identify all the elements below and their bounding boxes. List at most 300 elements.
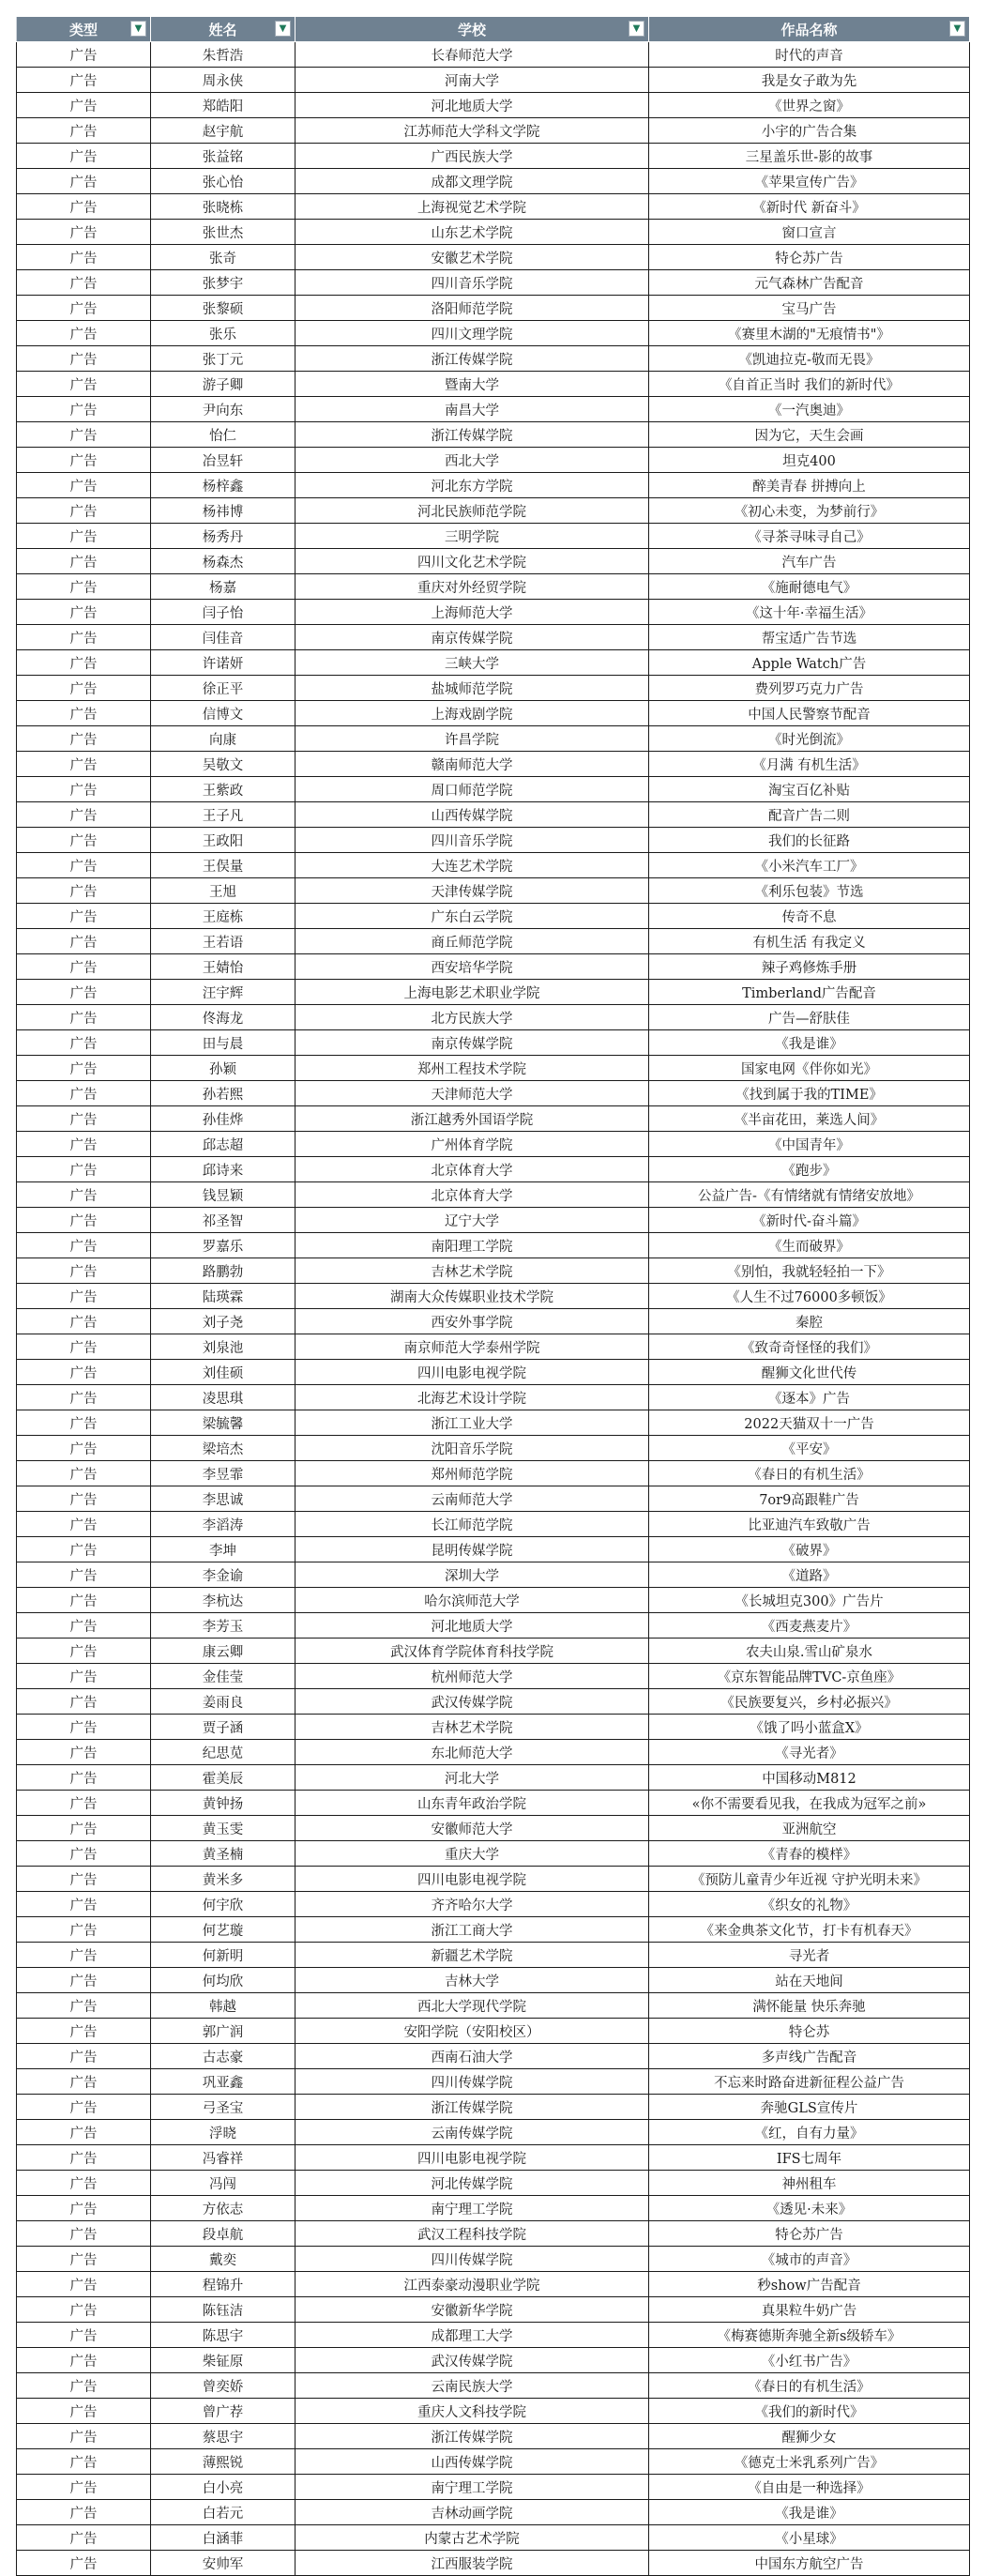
cell-work[interactable]: 《饿了吗小蓝盒X》 bbox=[649, 1715, 970, 1740]
cell-school[interactable]: 吉林动画学院 bbox=[296, 2500, 649, 2525]
cell-work[interactable]: 窗口宣言 bbox=[649, 220, 970, 245]
cell-type[interactable]: 广告 bbox=[17, 93, 151, 118]
cell-type[interactable]: 广告 bbox=[17, 1715, 151, 1740]
cell-school[interactable]: 成都文理学院 bbox=[296, 169, 649, 194]
cell-school[interactable]: 河北地质大学 bbox=[296, 1613, 649, 1639]
cell-name[interactable]: 张丁元 bbox=[151, 346, 296, 372]
cell-name[interactable]: 杨秀丹 bbox=[151, 524, 296, 549]
cell-school[interactable]: 重庆对外经贸学院 bbox=[296, 574, 649, 600]
cell-work[interactable]: Timberland广告配音 bbox=[649, 980, 970, 1005]
cell-school[interactable]: 广东白云学院 bbox=[296, 904, 649, 929]
cell-name[interactable]: 朱哲浩 bbox=[151, 42, 296, 68]
cell-name[interactable]: 张乐 bbox=[151, 321, 296, 346]
cell-school[interactable]: 安徽新华学院 bbox=[296, 2297, 649, 2323]
cell-work[interactable]: 辣子鸡修炼手册 bbox=[649, 954, 970, 980]
cell-school[interactable]: 广州体育学院 bbox=[296, 1132, 649, 1157]
cell-name[interactable]: 李昱霏 bbox=[151, 1461, 296, 1486]
cell-type[interactable]: 广告 bbox=[17, 194, 151, 220]
cell-name[interactable]: 王俣量 bbox=[151, 853, 296, 878]
cell-school[interactable]: 四川音乐学院 bbox=[296, 270, 649, 296]
cell-name[interactable]: 李思诚 bbox=[151, 1486, 296, 1512]
cell-type[interactable]: 广告 bbox=[17, 2525, 151, 2551]
cell-type[interactable]: 广告 bbox=[17, 144, 151, 169]
cell-school[interactable]: 湖南大众传媒职业技术学院 bbox=[296, 1284, 649, 1309]
cell-name[interactable]: 梁培杰 bbox=[151, 1436, 296, 1461]
cell-name[interactable]: 白小亮 bbox=[151, 2475, 296, 2500]
cell-type[interactable]: 广告 bbox=[17, 42, 151, 68]
cell-type[interactable]: 广告 bbox=[17, 1892, 151, 1917]
cell-type[interactable]: 广告 bbox=[17, 802, 151, 828]
cell-school[interactable]: 上海师范大学 bbox=[296, 600, 649, 625]
cell-type[interactable]: 广告 bbox=[17, 1106, 151, 1132]
cell-type[interactable]: 广告 bbox=[17, 1410, 151, 1436]
cell-school[interactable]: 北京体育大学 bbox=[296, 1157, 649, 1182]
cell-school[interactable]: 南昌大学 bbox=[296, 397, 649, 422]
cell-school[interactable]: 北方民族大学 bbox=[296, 1005, 649, 1030]
cell-work[interactable]: 《跑步》 bbox=[649, 1157, 970, 1182]
cell-work[interactable]: 《梅赛德斯奔驰全新s级轿车》 bbox=[649, 2323, 970, 2348]
cell-name[interactable]: 方依志 bbox=[151, 2196, 296, 2221]
cell-type[interactable]: 广告 bbox=[17, 448, 151, 473]
cell-name[interactable]: 纪思苋 bbox=[151, 1740, 296, 1765]
cell-school[interactable]: 昆明传媒学院 bbox=[296, 1537, 649, 1562]
header-type[interactable] bbox=[17, 17, 151, 42]
cell-work[interactable]: 《民族要复兴，乡村必振兴》 bbox=[649, 1689, 970, 1715]
cell-school[interactable]: 深圳大学 bbox=[296, 1562, 649, 1588]
cell-type[interactable]: 广告 bbox=[17, 1309, 151, 1334]
cell-work[interactable]: 《西麦燕麦片》 bbox=[649, 1613, 970, 1639]
cell-name[interactable]: 祁圣智 bbox=[151, 1208, 296, 1233]
cell-school[interactable]: 江西服装学院 bbox=[296, 2551, 649, 2576]
cell-name[interactable]: 吴敬文 bbox=[151, 752, 296, 777]
cell-name[interactable]: 李杭达 bbox=[151, 1588, 296, 1613]
cell-type[interactable]: 广告 bbox=[17, 2500, 151, 2525]
cell-type[interactable]: 广告 bbox=[17, 1461, 151, 1486]
cell-work[interactable]: 《致奇奇怪怪的我们》 bbox=[649, 1334, 970, 1360]
cell-school[interactable]: 南京传媒学院 bbox=[296, 625, 649, 650]
cell-school[interactable]: 吉林艺术学院 bbox=[296, 1258, 649, 1284]
cell-type[interactable]: 广告 bbox=[17, 397, 151, 422]
cell-type[interactable]: 广告 bbox=[17, 828, 151, 853]
cell-type[interactable]: 广告 bbox=[17, 1816, 151, 1841]
cell-type[interactable]: 广告 bbox=[17, 1841, 151, 1867]
cell-type[interactable]: 广告 bbox=[17, 625, 151, 650]
cell-work[interactable]: 《一汽奥迪》 bbox=[649, 397, 970, 422]
cell-work[interactable]: 《半亩花田，莱选人间》 bbox=[649, 1106, 970, 1132]
cell-school[interactable]: 齐齐哈尔大学 bbox=[296, 1892, 649, 1917]
cell-school[interactable]: 四川文理学院 bbox=[296, 321, 649, 346]
cell-work[interactable]: 特仑苏广告 bbox=[649, 245, 970, 270]
cell-work[interactable]: 中国移动M812 bbox=[649, 1765, 970, 1791]
cell-work[interactable]: 帮宝适广告节选 bbox=[649, 625, 970, 650]
cell-type[interactable]: 广告 bbox=[17, 1132, 151, 1157]
cell-work[interactable]: 醒狮少女 bbox=[649, 2424, 970, 2449]
cell-type[interactable]: 广告 bbox=[17, 245, 151, 270]
cell-school[interactable]: 江西泰豪动漫职业学院 bbox=[296, 2272, 649, 2297]
cell-school[interactable]: 浙江传媒学院 bbox=[296, 2424, 649, 2449]
cell-name[interactable]: 王庭栋 bbox=[151, 904, 296, 929]
cell-work[interactable]: 《自由是一种选择》 bbox=[649, 2475, 970, 2500]
cell-name[interactable]: 李坤 bbox=[151, 1537, 296, 1562]
cell-type[interactable]: 广告 bbox=[17, 2044, 151, 2069]
cell-name[interactable]: 杨祎博 bbox=[151, 498, 296, 524]
cell-type[interactable]: 广告 bbox=[17, 220, 151, 245]
cell-work[interactable]: 《春日的有机生活》 bbox=[649, 2373, 970, 2399]
cell-work[interactable]: 《透见·未来》 bbox=[649, 2196, 970, 2221]
cell-work[interactable]: 《世界之窗》 bbox=[649, 93, 970, 118]
cell-work[interactable]: 《月满 有机生活》 bbox=[649, 752, 970, 777]
cell-type[interactable]: 广告 bbox=[17, 1360, 151, 1385]
cell-work[interactable]: 《城市的声音》 bbox=[649, 2247, 970, 2272]
cell-school[interactable]: 上海戏剧学院 bbox=[296, 701, 649, 726]
cell-type[interactable]: 广告 bbox=[17, 1486, 151, 1512]
cell-work[interactable]: 宝马广告 bbox=[649, 296, 970, 321]
cell-work[interactable]: 有机生活 有我定义 bbox=[649, 929, 970, 954]
cell-school[interactable]: 北京体育大学 bbox=[296, 1182, 649, 1208]
cell-school[interactable]: 武汉传媒学院 bbox=[296, 2348, 649, 2373]
cell-school[interactable]: 浙江越秀外国语学院 bbox=[296, 1106, 649, 1132]
cell-type[interactable]: 广告 bbox=[17, 1993, 151, 2019]
cell-type[interactable]: 广告 bbox=[17, 701, 151, 726]
cell-name[interactable]: 张梦宇 bbox=[151, 270, 296, 296]
cell-type[interactable]: 广告 bbox=[17, 1917, 151, 1943]
cell-work[interactable]: 醒狮文化世代传 bbox=[649, 1360, 970, 1385]
cell-name[interactable]: 信博文 bbox=[151, 701, 296, 726]
cell-name[interactable]: 何宇欣 bbox=[151, 1892, 296, 1917]
filter-dropdown-icon[interactable]: ▼ bbox=[629, 21, 644, 37]
cell-type[interactable]: 广告 bbox=[17, 1943, 151, 1968]
cell-type[interactable]: 广告 bbox=[17, 2095, 151, 2120]
cell-name[interactable]: 赵宇航 bbox=[151, 118, 296, 144]
cell-type[interactable]: 广告 bbox=[17, 2323, 151, 2348]
cell-type[interactable]: 广告 bbox=[17, 2373, 151, 2399]
cell-school[interactable]: 山西传媒学院 bbox=[296, 2449, 649, 2475]
cell-work[interactable]: 《寻茶寻味寻自己》 bbox=[649, 524, 970, 549]
cell-type[interactable]: 广告 bbox=[17, 2019, 151, 2044]
cell-type[interactable]: 广告 bbox=[17, 574, 151, 600]
cell-name[interactable]: 张心怡 bbox=[151, 169, 296, 194]
cell-school[interactable]: 河北大学 bbox=[296, 1765, 649, 1791]
cell-type[interactable]: 广告 bbox=[17, 777, 151, 802]
cell-school[interactable]: 辽宁大学 bbox=[296, 1208, 649, 1233]
cell-school[interactable]: 山西传媒学院 bbox=[296, 802, 649, 828]
cell-school[interactable]: 武汉工程科技学院 bbox=[296, 2221, 649, 2247]
cell-type[interactable]: 广告 bbox=[17, 296, 151, 321]
cell-name[interactable]: 刘佳硕 bbox=[151, 1360, 296, 1385]
cell-school[interactable]: 郑州师范学院 bbox=[296, 1461, 649, 1486]
cell-name[interactable]: 张黎硕 bbox=[151, 296, 296, 321]
cell-type[interactable]: 广告 bbox=[17, 321, 151, 346]
cell-work[interactable]: 7or9高跟鞋广告 bbox=[649, 1486, 970, 1512]
cell-school[interactable]: 南宁理工学院 bbox=[296, 2196, 649, 2221]
cell-name[interactable]: 游子卿 bbox=[151, 372, 296, 397]
cell-type[interactable]: 广告 bbox=[17, 1284, 151, 1309]
cell-name[interactable]: 贾子涵 bbox=[151, 1715, 296, 1740]
cell-name[interactable]: 张奇 bbox=[151, 245, 296, 270]
cell-type[interactable]: 广告 bbox=[17, 1689, 151, 1715]
cell-type[interactable]: 广告 bbox=[17, 1081, 151, 1106]
cell-work[interactable]: 《时光倒流》 bbox=[649, 726, 970, 752]
cell-name[interactable]: 王紫政 bbox=[151, 777, 296, 802]
cell-type[interactable]: 广告 bbox=[17, 2196, 151, 2221]
cell-name[interactable]: 何新明 bbox=[151, 1943, 296, 1968]
cell-school[interactable]: 哈尔滨师范大学 bbox=[296, 1588, 649, 1613]
cell-name[interactable]: 尹向东 bbox=[151, 397, 296, 422]
cell-name[interactable]: 杨嘉 bbox=[151, 574, 296, 600]
cell-name[interactable]: 冯睿祥 bbox=[151, 2145, 296, 2171]
cell-type[interactable]: 广告 bbox=[17, 2221, 151, 2247]
cell-work[interactable]: 时代的声音 bbox=[649, 42, 970, 68]
cell-type[interactable]: 广告 bbox=[17, 1791, 151, 1816]
cell-name[interactable]: 王旭 bbox=[151, 878, 296, 904]
cell-type[interactable]: 广告 bbox=[17, 1740, 151, 1765]
cell-name[interactable]: 柴钲原 bbox=[151, 2348, 296, 2373]
cell-work[interactable]: 因为它，天生会画 bbox=[649, 422, 970, 448]
cell-name[interactable]: 郑皓阳 bbox=[151, 93, 296, 118]
cell-type[interactable]: 广告 bbox=[17, 1208, 151, 1233]
cell-school[interactable]: 上海视觉艺术学院 bbox=[296, 194, 649, 220]
cell-name[interactable]: 邱诗来 bbox=[151, 1157, 296, 1182]
cell-school[interactable]: 西北大学现代学院 bbox=[296, 1993, 649, 2019]
cell-work[interactable]: 中国人民警察节配音 bbox=[649, 701, 970, 726]
cell-name[interactable]: 黄圣楠 bbox=[151, 1841, 296, 1867]
cell-type[interactable]: 广告 bbox=[17, 650, 151, 676]
cell-school[interactable]: 新疆艺术学院 bbox=[296, 1943, 649, 1968]
cell-name[interactable]: 陆瑛霖 bbox=[151, 1284, 296, 1309]
cell-type[interactable]: 广告 bbox=[17, 1588, 151, 1613]
cell-name[interactable]: 王婧怡 bbox=[151, 954, 296, 980]
cell-work[interactable]: 《小星球》 bbox=[649, 2525, 970, 2551]
cell-type[interactable]: 广告 bbox=[17, 2069, 151, 2095]
cell-work[interactable]: 比亚迪汽车致敬广告 bbox=[649, 1512, 970, 1537]
cell-school[interactable]: 长江师范学院 bbox=[296, 1512, 649, 1537]
cell-school[interactable]: 四川传媒学院 bbox=[296, 2247, 649, 2272]
cell-name[interactable]: 白若元 bbox=[151, 2500, 296, 2525]
cell-school[interactable]: 河北民族师范学院 bbox=[296, 498, 649, 524]
cell-type[interactable]: 广告 bbox=[17, 118, 151, 144]
cell-name[interactable]: 李金谕 bbox=[151, 1562, 296, 1588]
cell-work[interactable]: 《春日的有机生活》 bbox=[649, 1461, 970, 1486]
cell-type[interactable]: 广告 bbox=[17, 524, 151, 549]
cell-school[interactable]: 郑州工程技术学院 bbox=[296, 1056, 649, 1081]
cell-work[interactable]: 《寻光者》 bbox=[649, 1740, 970, 1765]
cell-work[interactable]: 《逐本》广告 bbox=[649, 1385, 970, 1410]
cell-name[interactable]: 薄熙锐 bbox=[151, 2449, 296, 2475]
cell-name[interactable]: 闫佳音 bbox=[151, 625, 296, 650]
cell-work[interactable]: 秦腔 bbox=[649, 1309, 970, 1334]
cell-name[interactable]: 黄钟扬 bbox=[151, 1791, 296, 1816]
cell-name[interactable]: 程锦升 bbox=[151, 2272, 296, 2297]
cell-type[interactable]: 广告 bbox=[17, 600, 151, 625]
cell-school[interactable]: 大连艺术学院 bbox=[296, 853, 649, 878]
cell-work[interactable]: Apple Watch广告 bbox=[649, 650, 970, 676]
filter-dropdown-icon[interactable]: ▼ bbox=[130, 21, 146, 37]
cell-name[interactable]: 汪宇辉 bbox=[151, 980, 296, 1005]
cell-work[interactable]: 满怀能量 快乐奔驰 bbox=[649, 1993, 970, 2019]
cell-work[interactable]: 农夫山泉.雪山矿泉水 bbox=[649, 1639, 970, 1664]
cell-work[interactable]: 站在天地间 bbox=[649, 1968, 970, 1993]
cell-work[interactable]: 亚洲航空 bbox=[649, 1816, 970, 1841]
cell-type[interactable]: 广告 bbox=[17, 2399, 151, 2424]
header-work[interactable] bbox=[649, 17, 970, 42]
cell-type[interactable]: 广告 bbox=[17, 853, 151, 878]
cell-name[interactable]: 冶昱轩 bbox=[151, 448, 296, 473]
cell-work[interactable]: 2022天猫双十一广告 bbox=[649, 1410, 970, 1436]
cell-school[interactable]: 云南师范大学 bbox=[296, 1486, 649, 1512]
cell-school[interactable]: 洛阳师范学院 bbox=[296, 296, 649, 321]
cell-work[interactable]: 《施耐德电气》 bbox=[649, 574, 970, 600]
cell-name[interactable]: 佟海龙 bbox=[151, 1005, 296, 1030]
cell-type[interactable]: 广告 bbox=[17, 346, 151, 372]
cell-school[interactable]: 云南民族大学 bbox=[296, 2373, 649, 2399]
cell-type[interactable]: 广告 bbox=[17, 2171, 151, 2196]
cell-work[interactable]: 元气森林广告配音 bbox=[649, 270, 970, 296]
cell-work[interactable]: 《人生不过76000多顿饭》 bbox=[649, 1284, 970, 1309]
cell-name[interactable]: 刘子尧 bbox=[151, 1309, 296, 1334]
cell-work[interactable]: 《生而破界》 bbox=[649, 1233, 970, 1258]
cell-work[interactable]: 特仑苏 bbox=[649, 2019, 970, 2044]
cell-school[interactable]: 东北师范大学 bbox=[296, 1740, 649, 1765]
cell-type[interactable]: 广告 bbox=[17, 2449, 151, 2475]
cell-work[interactable]: 《织女的礼物》 bbox=[649, 1892, 970, 1917]
cell-work[interactable]: 传奇不息 bbox=[649, 904, 970, 929]
cell-school[interactable]: 四川文化艺术学院 bbox=[296, 549, 649, 574]
cell-school[interactable]: 云南传媒学院 bbox=[296, 2120, 649, 2145]
cell-school[interactable]: 安徽艺术学院 bbox=[296, 245, 649, 270]
cell-type[interactable]: 广告 bbox=[17, 270, 151, 296]
cell-school[interactable]: 安阳学院（安阳校区） bbox=[296, 2019, 649, 2044]
cell-work[interactable]: 《青春的模样》 bbox=[649, 1841, 970, 1867]
cell-name[interactable]: 何均欣 bbox=[151, 1968, 296, 1993]
cell-school[interactable]: 河北地质大学 bbox=[296, 93, 649, 118]
cell-work[interactable]: 寻光者 bbox=[649, 1943, 970, 1968]
cell-school[interactable]: 山东艺术学院 bbox=[296, 220, 649, 245]
cell-name[interactable]: 张世杰 bbox=[151, 220, 296, 245]
cell-work[interactable]: IFS七周年 bbox=[649, 2145, 970, 2171]
cell-school[interactable]: 浙江传媒学院 bbox=[296, 422, 649, 448]
cell-school[interactable]: 安徽师范大学 bbox=[296, 1816, 649, 1841]
cell-type[interactable]: 广告 bbox=[17, 1639, 151, 1664]
cell-name[interactable]: 张晓栋 bbox=[151, 194, 296, 220]
cell-name[interactable]: 孙颖 bbox=[151, 1056, 296, 1081]
cell-name[interactable]: 许诺妍 bbox=[151, 650, 296, 676]
cell-type[interactable]: 广告 bbox=[17, 2424, 151, 2449]
cell-work[interactable]: 特仑苏广告 bbox=[649, 2221, 970, 2247]
cell-school[interactable]: 浙江传媒学院 bbox=[296, 2095, 649, 2120]
cell-work[interactable]: 《预防儿童青少年近视 守护光明未来》 bbox=[649, 1867, 970, 1892]
cell-work[interactable]: 费列罗巧克力广告 bbox=[649, 676, 970, 701]
cell-school[interactable]: 西安培华学院 bbox=[296, 954, 649, 980]
cell-type[interactable]: 广告 bbox=[17, 1005, 151, 1030]
cell-work[interactable]: 《小米汽车工厂》 bbox=[649, 853, 970, 878]
cell-school[interactable]: 长春师范大学 bbox=[296, 42, 649, 68]
cell-school[interactable]: 四川电影电视学院 bbox=[296, 1360, 649, 1385]
cell-name[interactable]: 黄玉雯 bbox=[151, 1816, 296, 1841]
cell-work[interactable]: 《我们的新时代》 bbox=[649, 2399, 970, 2424]
header-school[interactable] bbox=[296, 17, 649, 42]
cell-work[interactable]: 淘宝百亿补贴 bbox=[649, 777, 970, 802]
cell-name[interactable]: 康云卿 bbox=[151, 1639, 296, 1664]
cell-work[interactable]: 真果粒牛奶广告 bbox=[649, 2297, 970, 2323]
cell-type[interactable]: 广告 bbox=[17, 726, 151, 752]
cell-school[interactable]: 江苏师范大学科文学院 bbox=[296, 118, 649, 144]
cell-type[interactable]: 广告 bbox=[17, 2475, 151, 2500]
cell-type[interactable]: 广告 bbox=[17, 1537, 151, 1562]
cell-school[interactable]: 四川电影电视学院 bbox=[296, 2145, 649, 2171]
cell-type[interactable]: 广告 bbox=[17, 1334, 151, 1360]
cell-school[interactable]: 河南大学 bbox=[296, 68, 649, 93]
cell-work[interactable]: 《这十年·幸福生活》 bbox=[649, 600, 970, 625]
cell-school[interactable]: 南阳理工学院 bbox=[296, 1233, 649, 1258]
cell-type[interactable]: 广告 bbox=[17, 878, 151, 904]
cell-name[interactable]: 陈思宇 bbox=[151, 2323, 296, 2348]
cell-work[interactable]: 《自首正当时 我们的新时代》 bbox=[649, 372, 970, 397]
cell-work[interactable]: 《小红书广告》 bbox=[649, 2348, 970, 2373]
cell-school[interactable]: 浙江工业大学 bbox=[296, 1410, 649, 1436]
cell-school[interactable]: 天津传媒学院 bbox=[296, 878, 649, 904]
cell-school[interactable]: 浙江工商大学 bbox=[296, 1917, 649, 1943]
cell-type[interactable]: 广告 bbox=[17, 2551, 151, 2576]
cell-type[interactable]: 广告 bbox=[17, 1664, 151, 1689]
cell-name[interactable]: 王政阳 bbox=[151, 828, 296, 853]
cell-school[interactable]: 盐城师范学院 bbox=[296, 676, 649, 701]
cell-work[interactable]: 《中国青年》 bbox=[649, 1132, 970, 1157]
cell-name[interactable]: 张益铭 bbox=[151, 144, 296, 169]
cell-school[interactable]: 三峡大学 bbox=[296, 650, 649, 676]
cell-name[interactable]: 王若语 bbox=[151, 929, 296, 954]
cell-name[interactable]: 凌思琪 bbox=[151, 1385, 296, 1410]
cell-name[interactable]: 安帅军 bbox=[151, 2551, 296, 2576]
cell-type[interactable]: 广告 bbox=[17, 1258, 151, 1284]
cell-name[interactable]: 韩越 bbox=[151, 1993, 296, 2019]
cell-work[interactable]: 《长城坦克300》广告片 bbox=[649, 1588, 970, 1613]
cell-school[interactable]: 河北东方学院 bbox=[296, 473, 649, 498]
cell-school[interactable]: 广西民族大学 bbox=[296, 144, 649, 169]
cell-school[interactable]: 杭州师范大学 bbox=[296, 1664, 649, 1689]
cell-type[interactable]: 广告 bbox=[17, 1385, 151, 1410]
cell-name[interactable]: 怡仁 bbox=[151, 422, 296, 448]
cell-type[interactable]: 广告 bbox=[17, 980, 151, 1005]
cell-type[interactable]: 广告 bbox=[17, 2297, 151, 2323]
cell-type[interactable]: 广告 bbox=[17, 1233, 151, 1258]
cell-school[interactable]: 四川传媒学院 bbox=[296, 2069, 649, 2095]
cell-school[interactable]: 成都理工大学 bbox=[296, 2323, 649, 2348]
cell-work[interactable]: 《苹果宣传广告》 bbox=[649, 169, 970, 194]
cell-work[interactable]: 奔驰GLS宣传片 bbox=[649, 2095, 970, 2120]
cell-school[interactable]: 吉林大学 bbox=[296, 1968, 649, 1993]
cell-name[interactable]: 白涵菲 bbox=[151, 2525, 296, 2551]
cell-type[interactable]: 广告 bbox=[17, 2348, 151, 2373]
cell-school[interactable]: 吉林艺术学院 bbox=[296, 1715, 649, 1740]
cell-school[interactable]: 内蒙古艺术学院 bbox=[296, 2525, 649, 2551]
cell-name[interactable]: 郭广润 bbox=[151, 2019, 296, 2044]
cell-work[interactable]: 不忘来时路奋进新征程公益广告 bbox=[649, 2069, 970, 2095]
header-name[interactable] bbox=[151, 17, 296, 42]
cell-type[interactable]: 广告 bbox=[17, 2145, 151, 2171]
cell-school[interactable]: 商丘师范学院 bbox=[296, 929, 649, 954]
cell-work[interactable]: 国家电网《伴你如光》 bbox=[649, 1056, 970, 1081]
cell-type[interactable]: 广告 bbox=[17, 752, 151, 777]
cell-school[interactable]: 南京传媒学院 bbox=[296, 1030, 649, 1056]
cell-name[interactable]: 黄米多 bbox=[151, 1867, 296, 1892]
cell-name[interactable]: 邱志超 bbox=[151, 1132, 296, 1157]
cell-name[interactable]: 李芳玉 bbox=[151, 1613, 296, 1639]
cell-school[interactable]: 武汉传媒学院 bbox=[296, 1689, 649, 1715]
cell-work[interactable]: 多声线广告配音 bbox=[649, 2044, 970, 2069]
cell-name[interactable]: 曾广荐 bbox=[151, 2399, 296, 2424]
filter-dropdown-icon[interactable]: ▼ bbox=[275, 21, 291, 37]
cell-name[interactable]: 蔡思宇 bbox=[151, 2424, 296, 2449]
